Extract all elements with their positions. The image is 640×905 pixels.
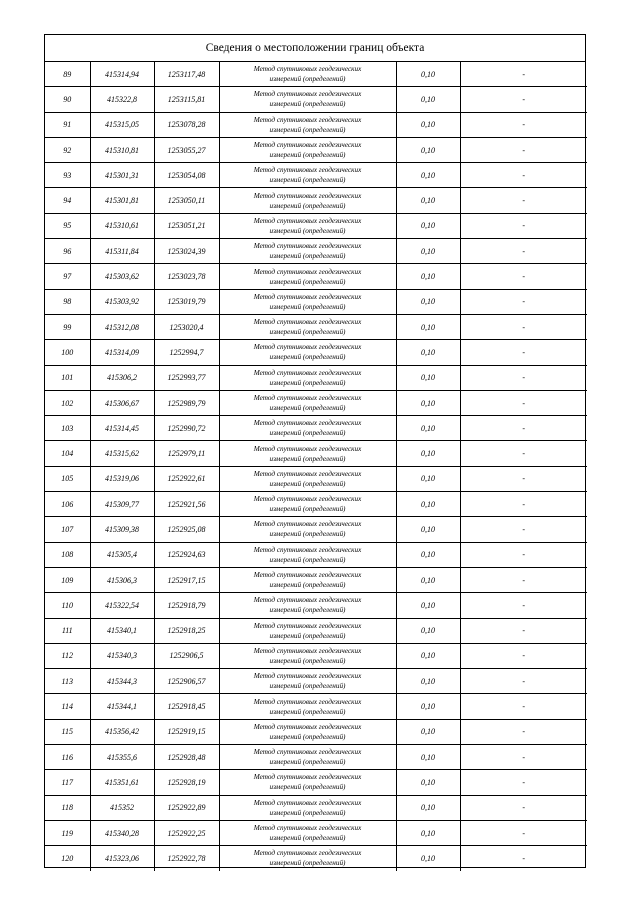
accuracy-cell: 0,10: [396, 340, 460, 365]
method-line-1: Метод спутниковых геодезических: [253, 849, 362, 858]
accuracy-cell: 0,10: [396, 87, 460, 112]
point-number-cell: 119: [45, 820, 90, 845]
method-line-2: измерений (определений): [269, 201, 346, 210]
coord-x-cell: 415352: [90, 795, 154, 820]
method-line-1: Метод спутниковых геодезических: [253, 166, 362, 175]
accuracy-cell: 0,10: [396, 239, 460, 264]
table-row: [45, 669, 587, 694]
method-line-2: измерений (определений): [269, 328, 346, 337]
coord-y-cell: 1252994,7: [154, 340, 219, 365]
table-title: Сведения о местоположении границ объекта: [45, 35, 585, 62]
accuracy-cell: 0,10: [396, 112, 460, 137]
method-line-1: Метод спутниковых геодезических: [253, 469, 362, 478]
table-row: [45, 593, 587, 618]
description-cell: -: [460, 87, 587, 112]
method-line-2: измерений (определений): [269, 353, 346, 362]
coord-y-cell: 1252922,89: [154, 795, 219, 820]
accuracy-cell: 0,10: [396, 770, 460, 795]
coord-y-cell: 1252906,57: [154, 669, 219, 694]
coord-y-cell: 1252928,48: [154, 745, 219, 770]
table-row: [45, 643, 587, 668]
point-number-cell: 98: [45, 289, 90, 314]
coord-y-cell: 1253019,79: [154, 289, 219, 314]
method-line-1: Метод спутниковых геодезических: [253, 65, 362, 74]
coord-y-cell: 1252919,15: [154, 719, 219, 744]
point-number-cell: 108: [45, 542, 90, 567]
method-cell: [219, 669, 396, 694]
description-cell: -: [460, 466, 587, 491]
point-number-cell: 101: [45, 365, 90, 390]
coord-y-cell: 1252979,11: [154, 441, 219, 466]
method-cell: [219, 213, 396, 238]
accuracy-cell: 0,10: [396, 492, 460, 517]
method-line-1: Метод спутниковых геодезических: [253, 621, 362, 630]
coord-y-cell: 1252917,15: [154, 567, 219, 592]
coord-y-cell: 1253117,48: [154, 62, 219, 87]
method-line-2: измерений (определений): [269, 226, 346, 235]
method-line-2: измерений (определений): [269, 479, 346, 488]
description-cell: -: [460, 694, 587, 719]
method-cell: [219, 795, 396, 820]
coord-y-cell: 1253024,39: [154, 239, 219, 264]
method-line-1: Метод спутниковых геодезических: [253, 545, 362, 554]
method-line-1: Метод спутниковых геодезических: [253, 571, 362, 580]
description-cell: -: [460, 213, 587, 238]
method-cell: [219, 163, 396, 188]
method-line-1: Метод спутниковых геодезических: [253, 394, 362, 402]
method-line-1: Метод спутниковых геодезических: [253, 141, 362, 150]
method-line-1: Метод спутниковых геодезических: [253, 495, 362, 504]
description-cell: -: [460, 264, 587, 289]
method-line-1: Метод спутниковых геодезических: [253, 368, 362, 377]
method-line-2: измерений (определений): [269, 429, 346, 438]
accuracy-cell: 0,10: [396, 163, 460, 188]
coord-x-cell: 415301,31: [90, 163, 154, 188]
accuracy-cell: 0,10: [396, 289, 460, 314]
method-cell: [219, 239, 396, 264]
method-cell: [219, 745, 396, 770]
method-line-2: измерений (определений): [269, 682, 346, 691]
description-cell: -: [460, 188, 587, 213]
method-line-2: измерений (определений): [269, 75, 346, 84]
table-row: [45, 795, 587, 820]
point-number-cell: 114: [45, 694, 90, 719]
accuracy-cell: 0,10: [396, 745, 460, 770]
coord-x-cell: 415309,77: [90, 492, 154, 517]
point-number-cell: 89: [45, 62, 90, 87]
method-cell: [219, 112, 396, 137]
table-body: [45, 62, 587, 871]
method-cell: [219, 517, 396, 542]
method-line-2: измерений (определений): [269, 505, 346, 514]
table-row: [45, 264, 587, 289]
method-line-2: измерений (определений): [269, 404, 346, 412]
description-cell: -: [460, 669, 587, 694]
point-number-cell: 106: [45, 492, 90, 517]
coord-y-cell: 1252989,79: [154, 390, 219, 415]
table-row: [45, 365, 587, 390]
point-number-cell: 111: [45, 618, 90, 643]
method-cell: [219, 188, 396, 213]
coord-x-cell: 415356,42: [90, 719, 154, 744]
point-number-cell: 95: [45, 213, 90, 238]
method-line-2: измерений (определений): [269, 834, 346, 843]
table-row: [45, 390, 587, 415]
table-row: [45, 314, 587, 339]
description-cell: -: [460, 365, 587, 390]
table-row: [45, 770, 587, 795]
description-cell: -: [460, 517, 587, 542]
coord-x-cell: 415314,94: [90, 62, 154, 87]
method-line-1: Метод спутниковых геодезических: [253, 242, 362, 251]
table-row: [45, 112, 587, 137]
table-row: [45, 820, 587, 845]
table-row: [45, 441, 587, 466]
coord-y-cell: 1253055,27: [154, 137, 219, 162]
method-line-2: измерений (определений): [269, 454, 346, 463]
coord-y-cell: 1252922,61: [154, 466, 219, 491]
table-row: [45, 188, 587, 213]
table-row: [45, 239, 587, 264]
method-line-2: измерений (определений): [269, 302, 346, 311]
method-cell: [219, 846, 396, 871]
coord-y-cell: 1252925,08: [154, 517, 219, 542]
method-line-1: Метод спутниковых геодезических: [253, 90, 362, 99]
method-cell: [219, 466, 396, 491]
method-cell: [219, 365, 396, 390]
description-cell: -: [460, 492, 587, 517]
description-cell: -: [460, 62, 587, 87]
description-cell: -: [460, 163, 587, 188]
accuracy-cell: 0,10: [396, 213, 460, 238]
description-cell: -: [460, 719, 587, 744]
description-cell: -: [460, 441, 587, 466]
table-row: [45, 289, 587, 314]
point-number-cell: 97: [45, 264, 90, 289]
coord-x-cell: 415340,28: [90, 820, 154, 845]
method-line-2: измерений (определений): [269, 758, 346, 767]
coord-y-cell: 1252921,56: [154, 492, 219, 517]
method-line-1: Метод спутниковых геодезических: [253, 596, 362, 605]
coord-x-cell: 415314,09: [90, 340, 154, 365]
method-line-2: измерений (определений): [269, 732, 346, 741]
point-number-cell: 102: [45, 390, 90, 415]
method-cell: [219, 137, 396, 162]
table-row: [45, 567, 587, 592]
method-cell: [219, 62, 396, 87]
description-cell: -: [460, 416, 587, 441]
method-line-1: Метод спутниковых геодезических: [253, 722, 362, 731]
coord-x-cell: 415323,06: [90, 846, 154, 871]
coord-x-cell: 415305,4: [90, 542, 154, 567]
table-row: [45, 846, 587, 871]
method-cell: [219, 340, 396, 365]
coord-x-cell: 415344,1: [90, 694, 154, 719]
description-cell: -: [460, 314, 587, 339]
coord-x-cell: 415306,67: [90, 390, 154, 415]
coord-y-cell: 1253023,78: [154, 264, 219, 289]
coord-y-cell: 1252922,25: [154, 820, 219, 845]
method-cell: [219, 390, 396, 415]
coord-x-cell: 415315,05: [90, 112, 154, 137]
accuracy-cell: 0,10: [396, 441, 460, 466]
coord-y-cell: 1252924,63: [154, 542, 219, 567]
table-row: [45, 694, 587, 719]
method-cell: [219, 87, 396, 112]
accuracy-cell: 0,10: [396, 390, 460, 415]
point-number-cell: 120: [45, 846, 90, 871]
coord-x-cell: 415314,45: [90, 416, 154, 441]
point-number-cell: 105: [45, 466, 90, 491]
description-cell: -: [460, 289, 587, 314]
method-line-2: измерений (определений): [269, 783, 346, 792]
accuracy-cell: 0,10: [396, 466, 460, 491]
description-cell: -: [460, 239, 587, 264]
method-line-1: Метод спутниковых геодезических: [253, 318, 362, 327]
accuracy-cell: 0,10: [396, 795, 460, 820]
method-cell: [219, 492, 396, 517]
method-line-1: Метод спутниковых геодезических: [253, 748, 362, 757]
coord-x-cell: 415344,3: [90, 669, 154, 694]
point-number-cell: 115: [45, 719, 90, 744]
accuracy-cell: 0,10: [396, 188, 460, 213]
point-number-cell: 93: [45, 163, 90, 188]
accuracy-cell: 0,10: [396, 846, 460, 871]
coord-x-cell: 415340,1: [90, 618, 154, 643]
method-line-2: измерений (определений): [269, 176, 346, 185]
boundary-points-table: [45, 62, 587, 871]
method-line-2: измерений (определений): [269, 656, 346, 665]
method-line-2: измерений (определений): [269, 631, 346, 640]
method-cell: [219, 719, 396, 744]
accuracy-cell: 0,10: [396, 643, 460, 668]
coord-x-cell: 415311,84: [90, 239, 154, 264]
accuracy-cell: 0,10: [396, 618, 460, 643]
accuracy-cell: 0,10: [396, 314, 460, 339]
table-row: [45, 542, 587, 567]
table-row: [45, 745, 587, 770]
method-line-1: Метод спутниковых геодезических: [253, 444, 362, 453]
point-number-cell: 104: [45, 441, 90, 466]
coord-x-cell: 415301,81: [90, 188, 154, 213]
point-number-cell: 90: [45, 87, 90, 112]
point-number-cell: 107: [45, 517, 90, 542]
point-number-cell: 116: [45, 745, 90, 770]
description-cell: -: [460, 846, 587, 871]
point-number-cell: 112: [45, 643, 90, 668]
accuracy-cell: 0,10: [396, 694, 460, 719]
method-line-2: измерений (определений): [269, 125, 346, 134]
accuracy-cell: 0,10: [396, 137, 460, 162]
accuracy-cell: 0,10: [396, 820, 460, 845]
coord-y-cell: 1252922,78: [154, 846, 219, 871]
accuracy-cell: 0,10: [396, 593, 460, 618]
method-cell: [219, 820, 396, 845]
method-line-2: измерений (определений): [269, 581, 346, 590]
coord-x-cell: 415340,3: [90, 643, 154, 668]
table-row: [45, 466, 587, 491]
table-row: [45, 618, 587, 643]
method-line-2: измерений (определений): [269, 100, 346, 109]
description-cell: -: [460, 618, 587, 643]
method-line-1: Метод спутниковых геодезических: [253, 798, 362, 807]
method-cell: [219, 314, 396, 339]
coord-y-cell: 1252918,79: [154, 593, 219, 618]
method-line-2: измерений (определений): [269, 555, 346, 564]
method-line-1: Метод спутниковых геодезических: [253, 824, 362, 833]
table-row: [45, 416, 587, 441]
method-cell: [219, 593, 396, 618]
method-line-2: измерений (определений): [269, 859, 346, 868]
method-line-1: Метод спутниковых геодезических: [253, 672, 362, 681]
table-row: [45, 213, 587, 238]
method-line-1: Метод спутниковых геодезических: [253, 520, 362, 529]
method-line-2: измерений (определений): [269, 530, 346, 539]
coord-y-cell: 1252993,77: [154, 365, 219, 390]
point-number-cell: 100: [45, 340, 90, 365]
description-cell: -: [460, 112, 587, 137]
coord-x-cell: 415306,3: [90, 567, 154, 592]
coord-y-cell: 1253078,28: [154, 112, 219, 137]
coord-y-cell: 1253115,81: [154, 87, 219, 112]
method-cell: [219, 289, 396, 314]
method-cell: [219, 694, 396, 719]
point-number-cell: 113: [45, 669, 90, 694]
coord-y-cell: 1252918,45: [154, 694, 219, 719]
point-number-cell: 92: [45, 137, 90, 162]
table-row: [45, 163, 587, 188]
method-line-1: Метод спутниковых геодезических: [253, 773, 362, 782]
coord-x-cell: 415322,8: [90, 87, 154, 112]
table-row: [45, 492, 587, 517]
table-row: [45, 340, 587, 365]
point-number-cell: 103: [45, 416, 90, 441]
description-cell: -: [460, 745, 587, 770]
coord-y-cell: 1252906,5: [154, 643, 219, 668]
description-cell: -: [460, 820, 587, 845]
method-cell: [219, 416, 396, 441]
method-cell: [219, 264, 396, 289]
table-row: [45, 517, 587, 542]
coord-x-cell: 415303,92: [90, 289, 154, 314]
description-cell: -: [460, 770, 587, 795]
point-number-cell: 117: [45, 770, 90, 795]
coord-x-cell: 415309,38: [90, 517, 154, 542]
table-row: [45, 62, 587, 87]
method-cell: [219, 567, 396, 592]
document-page: [44, 34, 586, 868]
method-cell: [219, 770, 396, 795]
coord-x-cell: 415310,81: [90, 137, 154, 162]
coord-y-cell: 1252928,19: [154, 770, 219, 795]
method-line-1: Метод спутниковых геодезических: [253, 292, 362, 301]
description-cell: -: [460, 390, 587, 415]
coord-x-cell: 415319,06: [90, 466, 154, 491]
description-cell: -: [460, 542, 587, 567]
method-line-2: измерений (определений): [269, 151, 346, 160]
method-line-1: Метод спутниковых геодезических: [253, 419, 362, 428]
description-cell: -: [460, 643, 587, 668]
table-row: [45, 87, 587, 112]
method-cell: [219, 643, 396, 668]
method-line-2: измерений (определений): [269, 378, 346, 387]
method-line-1: Метод спутниковых геодезических: [253, 697, 362, 706]
accuracy-cell: 0,10: [396, 719, 460, 744]
accuracy-cell: 0,10: [396, 62, 460, 87]
description-cell: -: [460, 795, 587, 820]
point-number-cell: 94: [45, 188, 90, 213]
coord-y-cell: 1253054,08: [154, 163, 219, 188]
method-line-1: Метод спутниковых геодезических: [253, 216, 362, 225]
method-line-2: измерений (определений): [269, 277, 346, 286]
coord-x-cell: 415312,08: [90, 314, 154, 339]
point-number-cell: 99: [45, 314, 90, 339]
point-number-cell: 110: [45, 593, 90, 618]
coord-y-cell: 1253051,21: [154, 213, 219, 238]
coord-x-cell: 415322,54: [90, 593, 154, 618]
method-cell: [219, 542, 396, 567]
coord-x-cell: 415315,62: [90, 441, 154, 466]
table-row: [45, 719, 587, 744]
description-cell: -: [460, 340, 587, 365]
method-cell: [219, 441, 396, 466]
accuracy-cell: 0,10: [396, 567, 460, 592]
description-cell: -: [460, 567, 587, 592]
method-line-2: измерений (определений): [269, 252, 346, 261]
point-number-cell: 109: [45, 567, 90, 592]
coord-y-cell: 1253020,4: [154, 314, 219, 339]
accuracy-cell: 0,10: [396, 669, 460, 694]
method-line-1: Метод спутниковых геодезических: [253, 646, 362, 655]
coord-y-cell: 1253050,11: [154, 188, 219, 213]
coord-x-cell: 415306,2: [90, 365, 154, 390]
accuracy-cell: 0,10: [396, 365, 460, 390]
point-number-cell: 96: [45, 239, 90, 264]
coord-x-cell: 415351,61: [90, 770, 154, 795]
accuracy-cell: 0,10: [396, 542, 460, 567]
description-cell: -: [460, 593, 587, 618]
table-row: [45, 137, 587, 162]
method-line-2: измерений (определений): [269, 707, 346, 716]
accuracy-cell: 0,10: [396, 416, 460, 441]
accuracy-cell: 0,10: [396, 264, 460, 289]
accuracy-cell: 0,10: [396, 517, 460, 542]
method-line-2: измерений (определений): [269, 606, 346, 615]
method-line-1: Метод спутниковых геодезических: [253, 115, 362, 124]
point-number-cell: 91: [45, 112, 90, 137]
method-line-2: измерений (определений): [269, 808, 346, 817]
point-number-cell: 118: [45, 795, 90, 820]
method-line-1: Метод спутниковых геодезических: [253, 267, 362, 276]
coord-y-cell: 1252918,25: [154, 618, 219, 643]
coord-x-cell: 415310,61: [90, 213, 154, 238]
method-line-1: Метод спутниковых геодезических: [253, 343, 362, 352]
coord-x-cell: 415303,62: [90, 264, 154, 289]
method-cell: [219, 618, 396, 643]
coord-x-cell: 415355,6: [90, 745, 154, 770]
description-cell: -: [460, 137, 587, 162]
coord-y-cell: 1252990,72: [154, 416, 219, 441]
method-line-1: Метод спутниковых геодезических: [253, 191, 362, 200]
